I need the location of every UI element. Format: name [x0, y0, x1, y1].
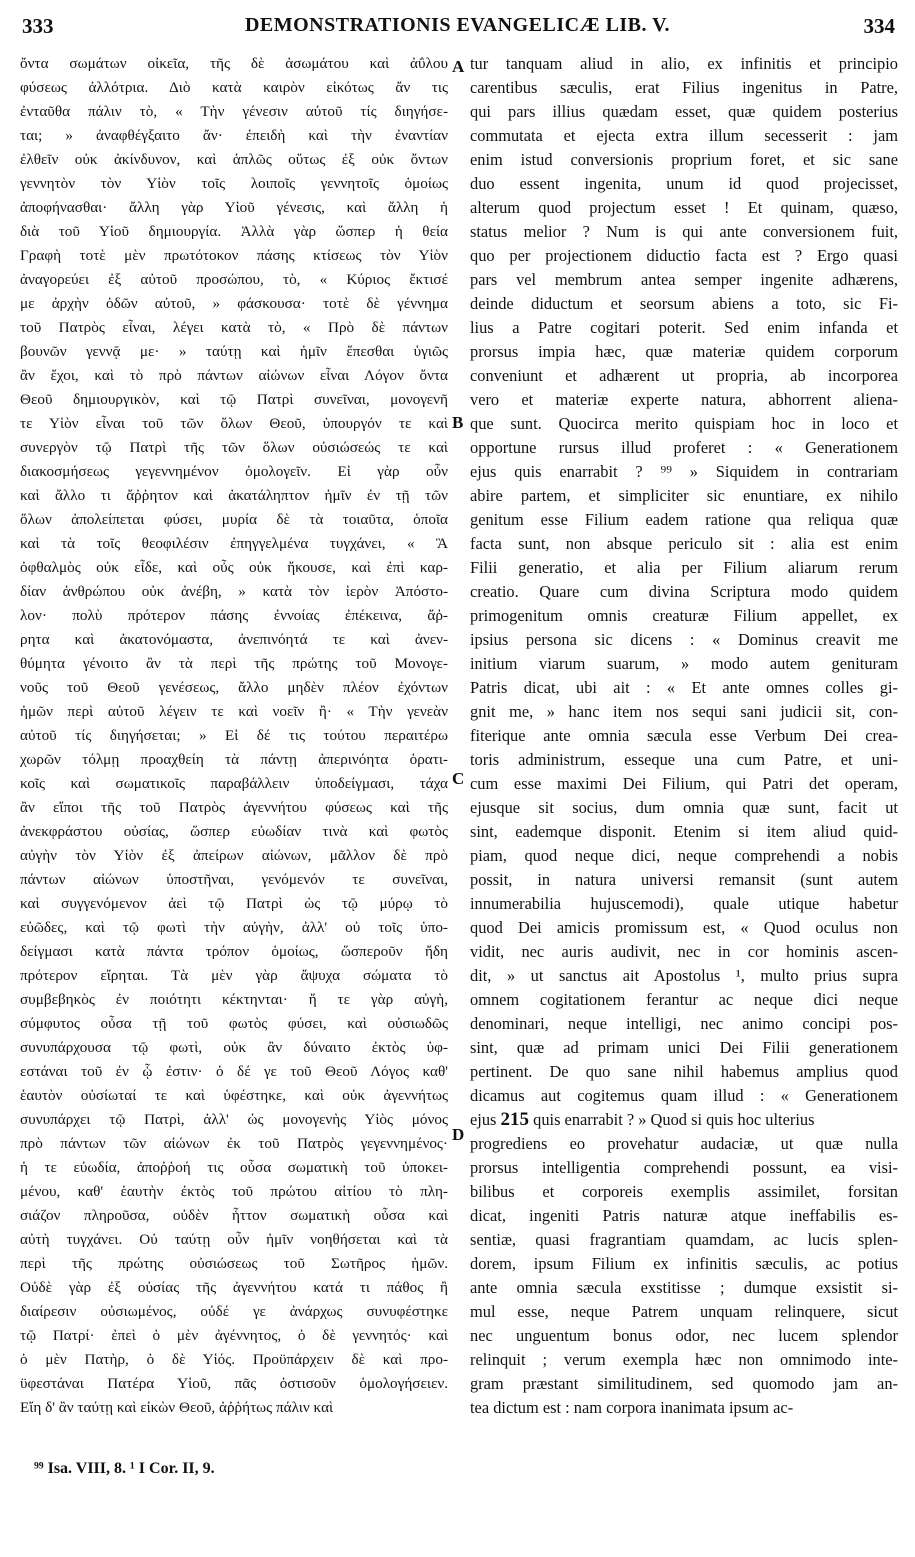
margin-marker-c: C: [452, 769, 465, 788]
greek-line: διακοσμήσεως γεγεννημένον ὁμολογεῖν. Εἰ γὰρ οὖν: [20, 463, 448, 480]
latin-line: vero et materiæ experte natura, abhorrent aliena-: [470, 390, 898, 409]
greek-line: πρότερον εἴρηται. Τὰ μὲν γὰρ ἄψυχα σώματα τὸ: [20, 967, 448, 984]
greek-line: αὐγὴν τὸν Υἱὸν ἐξ ἀπείρων αἰώνων, μᾶλλον δὲ πρὸ: [20, 847, 448, 864]
greek-line: δείγμασι κατὰ πάντα τρόπον ὁμοίως, ὥσπεροῦν ἤδη: [20, 943, 448, 960]
left-page-number: 333: [22, 14, 54, 38]
latin-line: enim istud conversionis proprium foret, et sic sane: [470, 150, 898, 169]
inline-page-number: 215: [500, 1109, 530, 1130]
latin-line: prorsus impia hæc, quæ materiæ quidem corporum: [470, 342, 898, 361]
greek-line: ϋφεστάναι Πατέρα Υἱοῦ, πᾶς ὁστισοῦν ὁμολογήσειεν.: [20, 1375, 448, 1392]
greek-line: Εἴη δ' ἂν ταύτῃ καὶ εἰκὼν Θεοῦ, ἀῤῥήτως πάλιν καὶ: [20, 1399, 334, 1416]
margin-marker-a: A: [452, 57, 465, 76]
latin-line: nec unguentum bonus odor, nec lucem splendor: [470, 1326, 898, 1345]
greek-line: συνεργὸν τῷ Πατρὶ τῆς τῶν ὅλων οὐσιώσεώς τε καὶ: [20, 439, 448, 456]
latin-line: conveniunt et adhærent ut propria, ab incorporea: [470, 366, 898, 385]
latin-line: gram præstant similitudinem, sed quomodo jam an-: [470, 1374, 898, 1393]
greek-line: καὶ ἄλλο τι ἄῤῥητον καὶ ἀκατάληπτον ἡμῖν ἐν τῇ τῶν: [20, 487, 448, 504]
greek-line: αὐτοῦ τίς διηγήσεται; » Εἰ δέ τις τούτου περαιτέρω: [20, 727, 448, 744]
latin-line: pertinent. De quo sane nihil habemus amplius quod: [470, 1062, 898, 1081]
margin-marker-b: B: [452, 413, 464, 432]
latin-line: dorem, ipsum Filium ex infinitis sæculis, ac potius: [470, 1254, 898, 1273]
greek-line: περὶ τῆς πρώτης οὐσιώσεως τοῦ Σωτῆρος ἡμῶν.: [20, 1255, 448, 1272]
latin-line: ipsius persona sic dicens : « Dominus creavit me: [470, 630, 898, 649]
margin-marker-d: D: [452, 1125, 465, 1144]
latin-line: sint, quæ ad primam unici Dei Filii generationem: [470, 1038, 898, 1057]
latin-line: relinquit ; verum exempla hæc non omnimodo inte-: [470, 1350, 898, 1369]
greek-line: ὁ μὲν Πατὴρ, ὁ δὲ Υἱός. Προϋπάρχειν δὲ καὶ προ-: [20, 1351, 448, 1368]
latin-line: facta sunt, non absque periculo sit : alia est enim: [470, 534, 898, 553]
greek-line: λον· πολὺ πρότερον πάσης ἐννοίας ἐπέκεινα, ἄῤ-: [20, 607, 448, 624]
latin-line: quo per projectionem diductio facta est ? Ergo quasi: [470, 246, 898, 265]
latin-line: omnem cogitationem ferantur ac neque dici neque: [470, 990, 898, 1009]
latin-text-column: [470, 52, 898, 1420]
greek-line: μένου, καθ' ἑαυτὴν ἐκτὸς τοῦ πρώτου αἰτίου τὸ πλη-: [20, 1183, 448, 1200]
latin-line: pars vel membrum antea semper ingenite adhærens,: [470, 270, 898, 289]
greek-line: σιάζον πληροῦσα, οὐδὲν ἧττον σωματικὴ οὖσα καὶ: [20, 1207, 448, 1224]
greek-line: καὶ τὰ τοῖς θεοφιλέσιν ἐπηγγελμένα τυγχάνει, « Ἃ: [20, 535, 448, 552]
latin-line: Patris dicat, ubi ait : « Et ante omnes colles gi-: [470, 678, 898, 697]
greek-line: ἐλθεῖν οὐκ ἀκίνδυνον, καὶ ἁπλῶς οὕτως ἐξ οὐκ ὄντων: [20, 151, 448, 168]
greek-line: συνυπάρχει τῷ Πατρὶ, ἀλλ' ὡς μονογενὴς Υἱὸς μόνος: [20, 1111, 448, 1128]
latin-line: innumerabilia hujuscemodi), quale utique habetur: [470, 894, 898, 913]
greek-line: τοῦ Πατρὸς εἶναι, λέγει κατὰ τὸ, « Πρὸ δὲ πάντων: [20, 319, 448, 336]
latin-line: abire partem, et simpliciter sic enuntiare, ex nihilo: [470, 486, 898, 505]
greek-line: ἡ τε εὐωδία, ἀποῤῥοή τις οὖσα σωματικὴ τοῦ ὑποκει-: [20, 1159, 448, 1176]
latin-line: vidit, nec auris audivit, nec in cor hominis ascen-: [470, 942, 898, 961]
greek-line: ἡμῶν περὶ αὐτοῦ λέγειν τε καὶ νοεῖν ἢ· « Τὴν γενεὰν: [20, 703, 448, 720]
greek-line: κοῖς καὶ σωματικοῖς παραβάλλειν ὑποδείγμασι, τάχα: [20, 775, 448, 792]
latin-line: dicat, ingeniti Patris naturæ atque ineffabilis es-: [470, 1206, 898, 1225]
greek-text-column: [20, 52, 448, 1420]
latin-line: fiterique ante omnia sæcula esse Verbum Dei crea-: [470, 726, 898, 745]
latin-line: opportune rursus illud proferet : « Generationem: [470, 438, 898, 457]
latin-line: alterum quod projectum esset ! Et quinam, quæso,: [470, 198, 898, 217]
latin-line: primogenitum omnis creaturæ Filium appellet, ex: [470, 606, 898, 625]
greek-line: εστάναι τοῦ ἐν ᾧ ἐστιν· ὁ δέ γε τοῦ Θεοῦ Λόγος καθ': [20, 1063, 448, 1080]
pagenum-line-before: ejus: [470, 1110, 497, 1129]
greek-line: τῷ Πατρί· ἐπεὶ ὁ μὲν ἀγέννητος, ὁ δὲ γεννητός· καὶ: [20, 1327, 448, 1344]
greek-line: ἀναγορεύει ἐξ αὐτοῦ προσώπου, τὸ, « Κύριος ἔκτισέ: [20, 271, 448, 288]
latin-line: gnit me, » hanc item nos sequi sani judicii sit, con-: [470, 702, 898, 721]
latin-line: ejusque sit socius, dum omnia quæ sunt, facit ut: [470, 798, 898, 817]
running-header: [14, 14, 901, 44]
greek-line: ἀνεκφράστου οὐσίας, ὥσπερ εὐωδίαν τινὰ καὶ φωτὸς: [20, 823, 448, 840]
latin-line: tea dictum est : nam corpora inanimata ipsum ac-: [470, 1398, 794, 1417]
greek-line: πρὸ πάντων τῶν αἰώνων ἐκ τοῦ Πατρὸς γεγεννημένος·: [20, 1135, 448, 1152]
greek-line: ὀφθαλμὸς οὐκ εἶδε, καὶ οὖς οὐκ ἤκουσε, καὶ ἐπὶ καρ-: [20, 559, 448, 576]
footnotes: ⁹⁹ Isa. VIII, 8. ¹ I Cor. II, 9.: [34, 1460, 215, 1477]
greek-line: θύμητα γένοιτο ἂν τὰ περὶ τῆς πρώτης τοῦ Μονογε-: [20, 655, 448, 672]
greek-line: τε Υἱὸν εἶναι τοῦ τῶν ὅλων Θεοῦ, ὑπουργόν τε καὶ: [20, 415, 448, 432]
greek-line: συνυπάρχουσα τῷ φωτὶ, οὐκ ἂν δύναιτο ἐκτὸς ὑφ-: [20, 1039, 448, 1056]
latin-line: dit, » ut sanctus ait Apostolus ¹, multo prius supra: [470, 966, 898, 985]
greek-line: φύσεως ἀλλότρια. Διὸ κατὰ καιρὸν εἰκότως ἄν τις: [20, 79, 448, 96]
latin-line: dicamus aut cogitemus quam illud : « Generationem: [470, 1086, 898, 1105]
pagenum-line-after: quis enarrabit ? » Quod si quis hoc ulterius: [533, 1110, 815, 1129]
greek-line: χωρῶν τόλμῃ προαχθείη τὰ πάντῃ ἀπερινόητα ὁρατι-: [20, 751, 448, 768]
greek-line: ἂν ἔχοι, καὶ τὸ πρὸ πάντων αἰώνων εἶναι Λόγον ὄντα: [20, 367, 448, 384]
greek-line: Οὐδὲ γὰρ ἐξ οὐσίας τῆς ἀγεννήτου κατά τι πάθος ἢ: [20, 1279, 448, 1296]
greek-line: ἐνταῦθα πάλιν τὸ, « Τὴν γένεσιν αὐτοῦ τίς διηγήσε-: [20, 103, 448, 120]
latin-line: deinde diductum et seorsum abiens a toto, sic Fi-: [470, 294, 898, 313]
latin-line: sint, eademque disponit. Etenim si item aliud quid-: [470, 822, 898, 841]
latin-line: [470, 1108, 898, 1132]
greek-line: γεννητὸν τὸν Υἱὸν τοῖς λοιποῖς γεννητοῖς ὁμοίως: [20, 175, 448, 192]
latin-line: Filii generatio, et alia per Filium aliarum rerum: [470, 558, 898, 577]
latin-line: duo essent ingenita, unum id quod projecisset,: [470, 174, 898, 193]
latin-line: mul esse, neque Patrem unquam relinquere, sicut: [470, 1302, 898, 1321]
greek-line: Θεοῦ δημιουργικὸν, καὶ τῷ Πατρὶ συνεῖναι, μονογενῆ: [20, 391, 448, 408]
greek-line: σύμφυτος οὖσα τῇ τοῦ φωτὸς φύσει, καὶ οὐσιωδῶς: [20, 1015, 448, 1032]
latin-line: prorsus intelligentia comprehendi possunt, ea visi-: [470, 1158, 898, 1177]
greek-line: με ἀρχὴν ὁδῶν αὐτοῦ, » φάσκουσα· τοτὲ δὲ γέννημα: [20, 295, 448, 312]
latin-line: lius a Patre cogitari poterit. Sed enim infanda et: [470, 318, 898, 337]
latin-line: ejus quis enarrabit ? ⁹⁹ » Siquidem in contrariam: [470, 462, 898, 481]
greek-line: ὅλων ἀπολείπεται φύσει, μυρία δὲ τὰ τοιαῦτα, ὁποῖα: [20, 511, 448, 528]
latin-line: quod Dei amicis promissum est, « Quod oculus non: [470, 918, 898, 937]
latin-line: sentiæ, quasi fragrantiam quamdam, ac lucis splen-: [470, 1230, 898, 1249]
latin-line: qui pars illius quædam esset, quæ quidem posterius: [470, 102, 898, 121]
greek-line: ἑαυτὸν οὐσίωταί τε καὶ ὑφέστηκε, καὶ οὐκ ἀγεννήτως: [20, 1087, 448, 1104]
latin-line: piam, quod neque dici, neque comprehendi a nobis: [470, 846, 898, 865]
latin-line: genitum esse Filium eadem ratione qua reliqua quæ: [470, 510, 898, 529]
latin-line: que sunt. Quocirca merito quispiam hoc in loco et: [470, 414, 898, 433]
greek-line: ρητα καὶ ἀκατονόμαστα, ἀνεπινόητά τε καὶ ἀνεν-: [20, 631, 448, 648]
latin-line: initium viarum suarum, » modo autem genituram: [470, 654, 898, 673]
greek-line: εὐῶδες, καὶ τῷ φωτὶ τὴν αὐγὴν, ἀλλ' οὐ τοῖς ὑπο-: [20, 919, 448, 936]
latin-line: progrediens eo provehatur audaciæ, ut quæ nulla: [470, 1134, 898, 1153]
greek-line: διαίρεσιν οὐσιωμένος, οὐδέ γε ἀνάρχως συνυφέστηκε: [20, 1303, 448, 1320]
latin-line: carentibus sæculis, erat Filius ingenitus in Patre,: [470, 78, 898, 97]
greek-line: αὐτὴ τυγχάνει. Οὐ ταύτῃ οὖν ἡμῖν νοηθήσεται καὶ τὰ: [20, 1231, 448, 1248]
latin-line: status melior ? Num is qui ante conversionem fuit,: [470, 222, 898, 241]
greek-line: νοῦς τοῦ Θεοῦ γενέσεως, ἄλλο μηδὲν πλέον ἐχόντων: [20, 679, 448, 696]
latin-line: creatio. Quare cum divina Scriptura modo quidem: [470, 582, 898, 601]
greek-line: ἂν εἴποι τῆς τοῦ Πατρὸς ἀγεννήτου φύσεως καὶ τῆς: [20, 799, 448, 816]
latin-line: tur tanquam aliud in alio, ex infinitis et principio: [470, 54, 898, 73]
greek-line: ται; » ἀναφθέγξαιτο ἄν· ἐπειδὴ καὶ τὴν ἐναντίαν: [20, 127, 448, 144]
latin-line: denominari, neque intelligi, nec animo concipi pos-: [470, 1014, 898, 1033]
latin-line: ante omnia sæcula exstitisse ; dumque exsistit si-: [470, 1278, 898, 1297]
greek-line: ὄντα σωμάτων οἰκεῖα, τῆς δὲ ἀσωμάτου καὶ ἀΰλου: [20, 55, 448, 72]
right-page-number: 334: [863, 14, 895, 38]
greek-line: πάντων αἰώνων ὑποστῆναι, γενόμενόν τε συνεῖναι,: [20, 871, 448, 888]
greek-line: διὰ τοῦ Υἱοῦ δημιουργία. Ἀλλὰ γὰρ ὥσπερ ἡ θεία: [20, 223, 448, 240]
greek-line: δίαν ἀνθρώπου οὐκ ἀνέβη, » κατὰ τὸν ἱερὸν Ἀπόστο-: [20, 583, 448, 600]
latin-line: toris administrum, esseque una cum Patre, et uni-: [470, 750, 898, 769]
latin-line: bilibus et corporeis exemplis assimilet, forsitan: [470, 1182, 898, 1201]
latin-line: possit, in natura universi remansit (sunt autem: [470, 870, 898, 889]
running-title: DEMONSTRATIONIS EVANGELICÆ LIB. V.: [244, 14, 671, 36]
latin-line: commutata et ejecta extra illum secesserit : jam: [470, 126, 898, 145]
latin-line: cum esse maximi Dei Filium, qui Patri det operam,: [470, 774, 898, 793]
greek-line: συμβεβηκὸς ἐν ποιότητι κέκτηνται· ἥ τε γὰρ αὐγὴ,: [20, 991, 448, 1008]
greek-line: ἀποφήνασθαι· ἄλλη γὰρ Υἱοῦ γένεσις, καὶ ἄλλη ἡ: [20, 199, 448, 216]
greek-line: βουνῶν γεννᾷ με· » ταύτῃ καὶ ἡμῖν ἕπεσθαι ὑγιῶς: [20, 343, 448, 360]
greek-line: Γραφὴ τοτὲ μὲν πρωτότοκον πάσης κτίσεως τὸν Υἱὸν: [20, 247, 448, 264]
greek-line: καὶ συγγενόμενον ἀεὶ τῷ Πατρὶ ὡς τῷ μύρῳ τὸ: [20, 895, 448, 912]
